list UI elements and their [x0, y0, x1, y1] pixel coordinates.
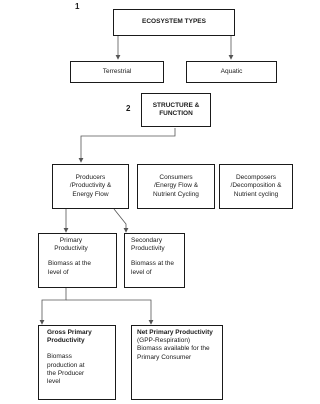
primary-productivity-box [38, 233, 117, 288]
gross-primary-productivity-box [38, 325, 116, 400]
gross-primary-title: Gross Primary Productivity [47, 329, 92, 345]
aquatic-box: Aquatic [186, 61, 277, 83]
arrow-to-producers [81, 128, 175, 162]
net-primary-body: (GPP-Respiration) Biomass available for the Primary Consumer [137, 337, 210, 361]
label-number-1: 1 [75, 2, 80, 11]
primary-productivity-title: Primary Productivity [54, 237, 88, 253]
arrow-to-gross [42, 288, 66, 324]
arrow-to-net [66, 300, 151, 324]
net-primary-productivity-box [131, 325, 223, 400]
consumers-box: Consumers /Energy Flow & Nutrient Cycling [137, 164, 215, 209]
arrow-to-secondary [114, 209, 126, 232]
secondary-productivity-title: Secondary Productivity [131, 237, 165, 253]
ecosystem-types-box: ECOSYSTEM TYPES [113, 9, 235, 36]
net-primary-title: Net Primary Productivity [137, 329, 213, 336]
terrestrial-box: Terrestrial [70, 61, 164, 83]
primary-productivity-body: Biomass at the level of [48, 260, 91, 276]
label-number-2: 2 [126, 104, 131, 113]
structure-function-box: STRUCTURE & FUNCTION [141, 93, 211, 127]
secondary-productivity-body: Biomass at the level of [131, 260, 174, 276]
producers-box: Producers /Productivity & Energy Flow [52, 164, 129, 209]
gross-primary-body: Biomass production at the Producer level [47, 353, 85, 386]
secondary-productivity-box [124, 233, 185, 288]
decomposers-box: Decomposers /Decomposition & Nutrient cycling [219, 164, 293, 209]
